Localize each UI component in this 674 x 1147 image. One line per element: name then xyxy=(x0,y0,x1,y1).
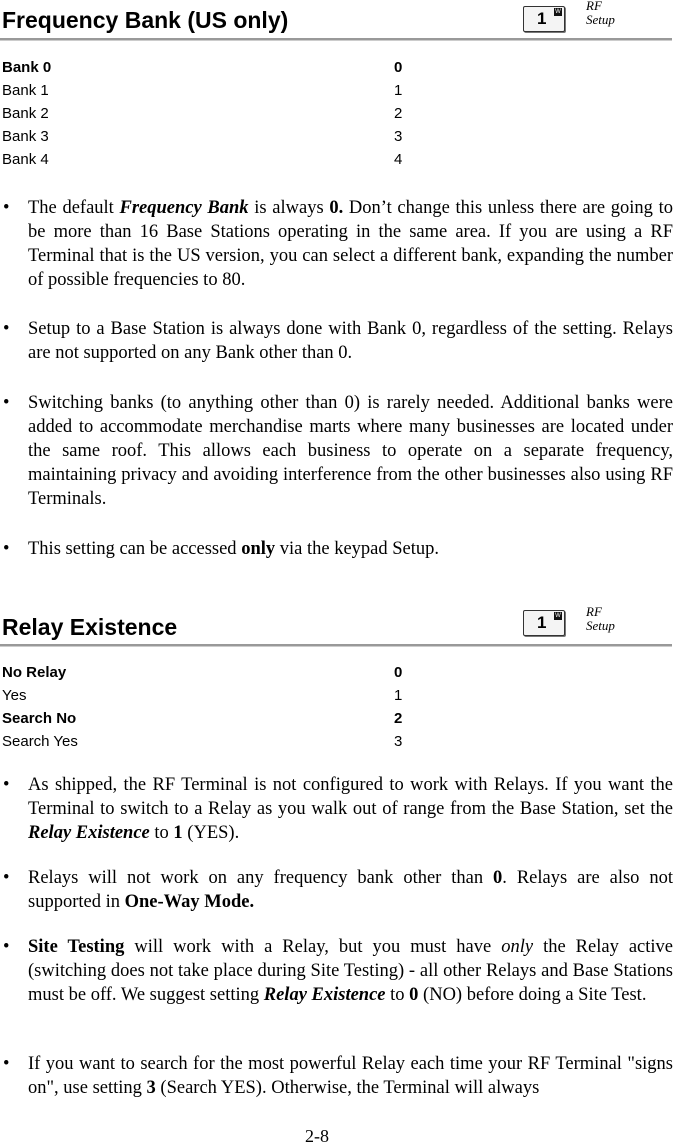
option-label: Bank 3 xyxy=(2,128,49,145)
bullet-as-shipped xyxy=(0,773,674,845)
rf-setup-tag xyxy=(586,0,615,27)
option-label: Bank 0 xyxy=(2,59,52,76)
bullet-glyph: • xyxy=(3,1054,10,1074)
option-label: Bank 1 xyxy=(2,82,49,99)
bullet-default-bank xyxy=(0,196,674,292)
rf-setup-tag xyxy=(586,605,615,633)
option-label: Search No xyxy=(2,710,77,727)
option-value: 0 xyxy=(394,59,403,76)
relay-existence-options-table xyxy=(2,661,422,753)
option-label: Bank 4 xyxy=(2,151,49,168)
bullet-text: As shipped, the RF Terminal is not configured to work with Relays. If you want the Terminal to switch to a Relay as you walk out of range from the Base Station, set the Relay Existence to 1 (YES). xyxy=(28,775,673,843)
option-value: 3 xyxy=(394,128,403,145)
option-row xyxy=(2,661,422,684)
frequency-bank-options-table xyxy=(2,56,422,171)
option-row xyxy=(2,79,422,102)
option-label: Bank 2 xyxy=(2,105,49,122)
bullet-text: If you want to search for the most powerful Relay each time your RF Terminal "signs on", use setting 3 (Search YES). Otherwise, the Terminal will always xyxy=(28,1054,673,1098)
bullet-glyph: • xyxy=(3,393,10,413)
bullet-text: This setting can be accessed only via the keypad Setup. xyxy=(28,539,440,559)
keypad-key-icon xyxy=(523,610,565,636)
option-row xyxy=(2,56,422,79)
bullet-switching-banks xyxy=(0,391,674,511)
bullet-glyph: • xyxy=(3,868,10,888)
option-label: Yes xyxy=(2,687,27,704)
keypad-key-icon xyxy=(523,6,565,32)
option-value: 1 xyxy=(394,687,403,704)
bullet-glyph: • xyxy=(3,539,10,559)
bullet-glyph: • xyxy=(3,198,10,218)
section-title-frequency-bank: Frequency Bank (US only) xyxy=(2,7,289,33)
option-value: 3 xyxy=(394,733,403,750)
option-row xyxy=(2,707,422,730)
bullet-glyph: • xyxy=(3,319,10,339)
bullet-text: The default Frequency Bank is always 0. Don’t change this unless there are going to be more than 16 Base Stations operating in the same area. If you are using a RF Terminal that is the US version, you can select a different bank, expanding the number of possible frequencies to 80. xyxy=(28,198,673,290)
option-value: 1 xyxy=(394,82,403,99)
page-number: 2-8 xyxy=(305,1126,329,1146)
option-value: 4 xyxy=(394,151,403,168)
tag-line-2: Setup xyxy=(586,12,615,27)
option-row xyxy=(2,102,422,125)
bullet-text: Switching banks (to anything other than 0) is rarely needed. Additional banks were added to accommodate merchandise marts where many businesses are located under the same roof. This allows each business to operate on a separate frequency, maintaining privacy and avoiding interference from the other businesses also using RF Terminals. xyxy=(28,393,673,509)
bullet-glyph: • xyxy=(3,775,10,795)
option-row xyxy=(2,684,422,707)
bullet-search-relay xyxy=(0,1052,674,1100)
bullet-site-testing xyxy=(0,935,674,1007)
tag-line-2: Setup xyxy=(586,618,615,633)
bullet-text: Site Testing will work with a Relay, but you must have only the Relay active (switching does not take place during Site Testing) - all other Relays and Base Stations must be off. We suggest setting Relay Existence to 0 (NO) before doing a Site Test. xyxy=(28,937,673,1005)
key-badge: W xyxy=(555,613,561,619)
option-row xyxy=(2,148,422,171)
key-number: 1 xyxy=(537,9,547,28)
tag-line-1: RF xyxy=(586,0,602,13)
key-number: 1 xyxy=(537,613,547,632)
option-row xyxy=(2,730,422,753)
tag-line-1: RF xyxy=(586,604,602,619)
bullet-relays-bank-limit xyxy=(0,866,674,914)
bullet-glyph: • xyxy=(3,937,10,957)
bullet-base-station-setup xyxy=(0,317,674,365)
section-divider xyxy=(0,38,672,41)
option-value: 2 xyxy=(394,105,403,122)
bullet-keypad-only xyxy=(0,537,674,561)
section-title-relay-existence: Relay Existence xyxy=(2,614,178,640)
option-value: 0 xyxy=(394,664,403,681)
option-row xyxy=(2,125,422,148)
option-label: No Relay xyxy=(2,664,67,681)
bullet-text: Setup to a Base Station is always done with Bank 0, regardless of the setting. Relays are not supported on any Bank other than 0. xyxy=(28,319,673,363)
section-divider xyxy=(0,644,672,647)
option-label: Search Yes xyxy=(2,733,78,750)
bullet-text: Relays will not work on any frequency bank other than 0. Relays are also not supported in One-Way Mode. xyxy=(28,868,673,912)
key-badge: W xyxy=(555,9,561,15)
option-value: 2 xyxy=(394,710,403,727)
